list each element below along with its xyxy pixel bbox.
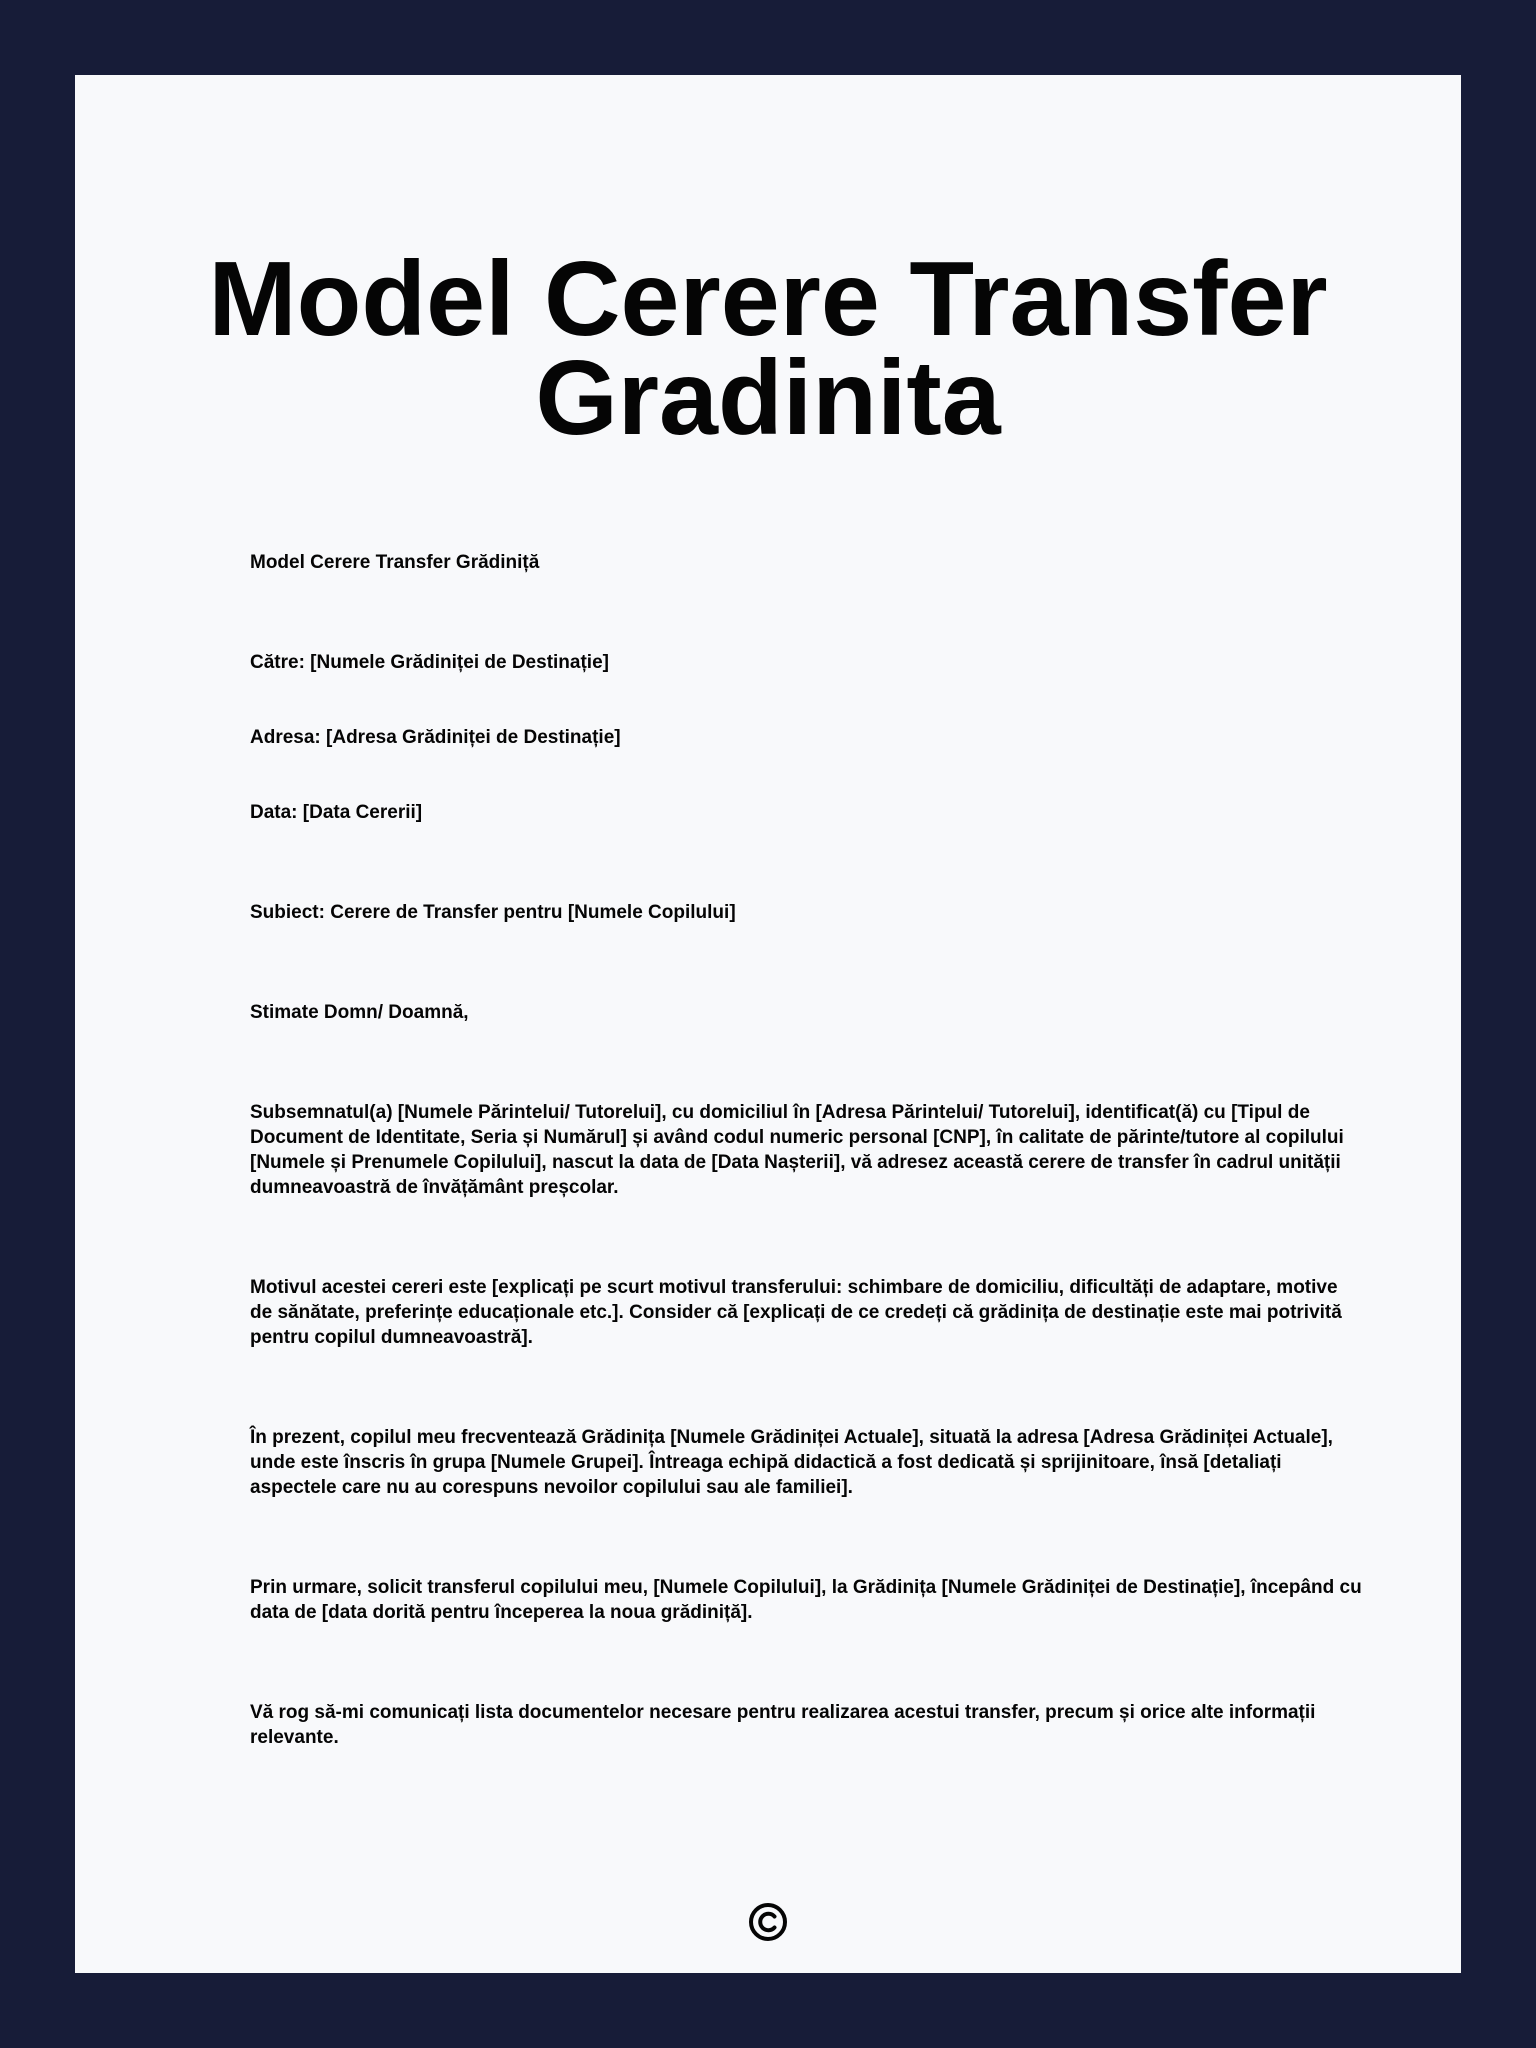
recipient-line: Către: [Numele Grădiniței de Destinație] xyxy=(250,652,609,673)
body-paragraph-request: Prin urmare, solicit transferul copilului meu, [Numele Copilului], la Grădinița [Numele Grădiniței de Destinație], începând cu data de [data dorită pentru începerea la noua grădiniță]. xyxy=(250,1577,1362,1623)
body-paragraph-documents: Vă rog să-mi comunicați lista documentelor necesare pentru realizarea acestui transfer, precum și orice alte informații relevante. xyxy=(250,1702,1316,1748)
body-paragraph-current-kindergarten: În prezent, copilul meu frecventează Grădinița [Numele Grădiniței Actuale], situată la adresa [Adresa Grădiniței Actuale], unde este înscris în grupa [Numele Grupei]. Întreaga echipă didactică a fost dedicată și sprijinitoare, însă [detaliați aspectele care nu au corespuns nevoilor copilului sau ale familiei]. xyxy=(250,1427,1333,1498)
address-line: Adresa: [Adresa Grădiniței de Destinație] xyxy=(250,727,621,748)
body-paragraph-reason: Motivul acestei cereri este [explicați pe scurt motivul transferului: schimbare de domiciliu, dificultăți de adaptare, motive de sănătate, preferințe educaționale etc.]. Consider că [explicați de ce credeți că grădinița de destinație este mai potrivită pentru copilul dumneavoastră]. xyxy=(250,1277,1342,1348)
document-title: Model Cerere Transfer Gradinita xyxy=(208,240,1328,457)
salutation: Stimate Domn/ Doamnă, xyxy=(250,1002,469,1023)
document-page xyxy=(75,75,1461,1973)
body-paragraph-identification: Subsemnatul(a) [Numele Părintelui/ Tutorelui], cu domiciliul în [Adresa Părintelui/ Tutorelui], identificat(ă) cu [Tipul de Document de Identitate, Seria și Numărul] și având codul numeric personal [CNP], în calitate de părinte/tutore al copilului [Numele și Prenumele Copilului], nascut la data de [Data Nașterii], vă adresez această cerere de transfer în cadrul unității dumneavoastră de învățământ preșcolar. xyxy=(250,1102,1344,1198)
copyright-icon xyxy=(748,1902,788,1942)
date-line: Data: [Data Cererii] xyxy=(250,802,423,823)
copyright-footer xyxy=(75,1902,1461,1947)
subject-line: Subiect: Cerere de Transfer pentru [Numele Copilului] xyxy=(250,902,736,923)
document-heading: Model Cerere Transfer Grădiniță xyxy=(250,552,540,573)
